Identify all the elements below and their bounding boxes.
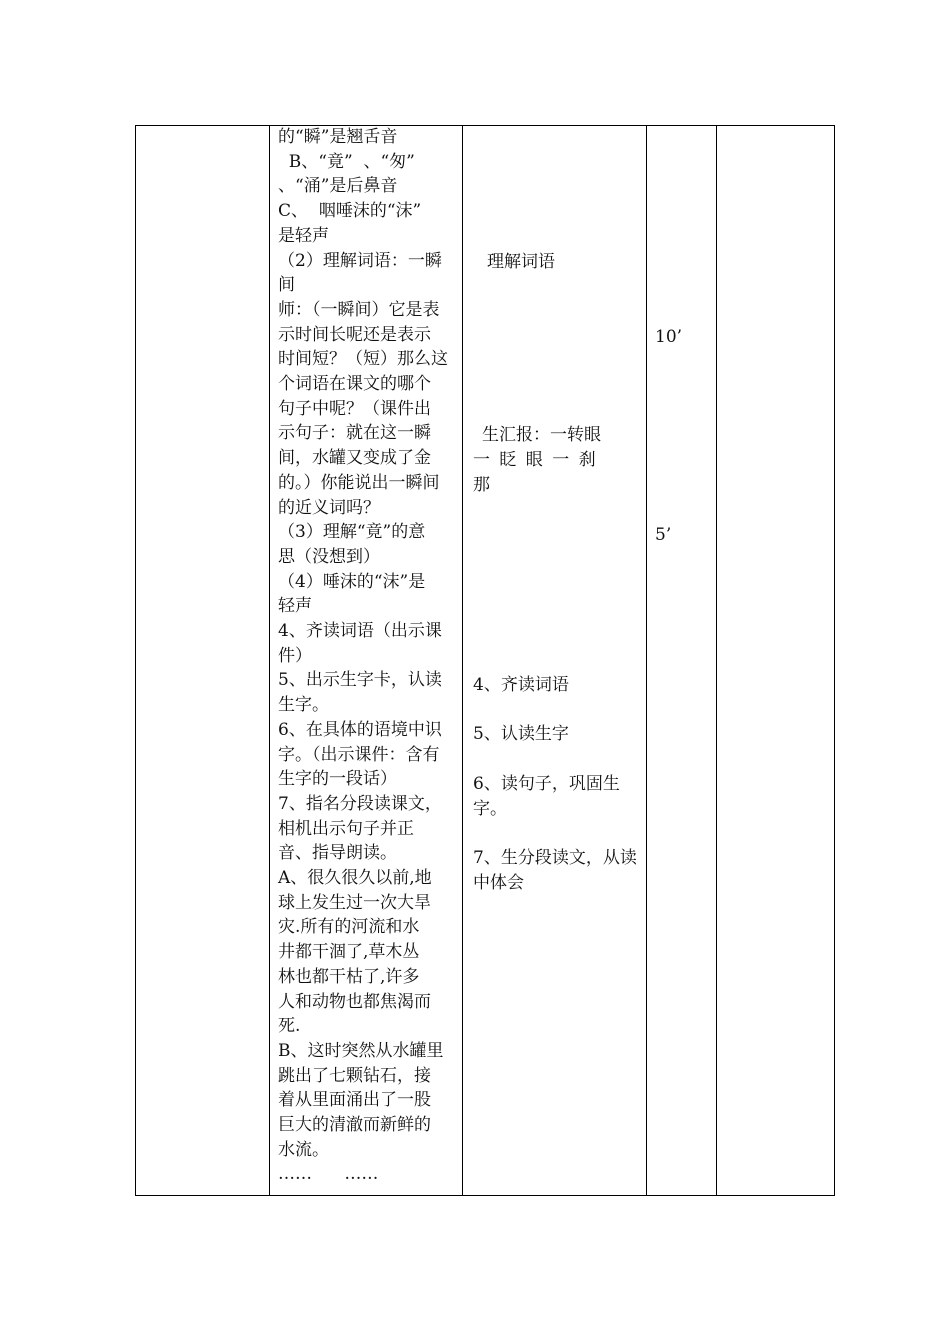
student-report-line1: 生汇报：一转眼 — [482, 425, 601, 445]
column-divider-4 — [716, 126, 717, 1195]
teacher-activity-line: 思（没想到） — [278, 546, 380, 567]
teacher-activity-line: …… …… — [278, 1164, 379, 1185]
teacher-activity-line: 间 — [278, 275, 295, 296]
lesson-plan-table — [135, 125, 835, 1196]
student-report-line2: 一 眨 眼 一 刹 — [473, 450, 596, 470]
teacher-activity-line: 死. — [278, 1016, 301, 1037]
teacher-activity-line: （3）理解“竟”的意 — [278, 522, 426, 543]
student-item-5: 5、认读生字 — [473, 724, 569, 744]
student-item-4: 4、齐读词语 — [473, 675, 569, 695]
teacher-activity-line: 巨大的清澈而新鲜的 — [278, 1115, 431, 1135]
student-item-6-line1: 6、读句子，巩固生 — [473, 774, 620, 794]
student-report-line3: 那 — [473, 475, 490, 495]
column-divider-1 — [269, 126, 270, 1195]
teacher-activity-line: 7、指名分段读课文， — [278, 793, 442, 814]
teacher-activity-line: 球上发生过一次大旱 — [278, 892, 431, 913]
teacher-activity-line: 件） — [278, 645, 312, 666]
student-item-6-line2: 字。 — [473, 799, 507, 819]
teacher-activity-line: 相机出示句子并正 — [278, 818, 414, 839]
time-allocation-1: 10’ — [655, 327, 683, 347]
teacher-activity-line: 6、在具体的语境中识 — [278, 719, 442, 740]
teacher-activity-line: 音、指导朗读。 — [278, 843, 397, 864]
teacher-activity-line: 跳出了七颗钻石，接 — [278, 1065, 431, 1086]
teacher-activity-line: 生字。 — [278, 695, 329, 716]
teacher-activity-line: 示句子：就在这一瞬 — [278, 423, 431, 444]
teacher-activity-line: 间，水罐又变成了金 — [278, 448, 431, 469]
student-item-7-line2: 中体会 — [473, 873, 524, 893]
teacher-activity-line: 、“涌”是后鼻音 — [278, 176, 398, 197]
teacher-activity-line: A、很久很久以前,地 — [278, 868, 432, 888]
teacher-activity-line: 4、齐读词语（出示课 — [278, 621, 442, 641]
teacher-activity-line: B、“竟” 、“匆” — [278, 151, 415, 172]
teacher-activity-line: （2）理解词语：一瞬 — [278, 250, 442, 271]
teacher-activity-line: 灾.所有的河流和水 — [278, 917, 420, 938]
teacher-activity-line: 轻声 — [278, 596, 312, 617]
teacher-activity-line: 水流。 — [278, 1139, 329, 1160]
column-divider-3 — [646, 126, 647, 1195]
student-item-7-line1: 7、生分段读文，从读 — [473, 848, 637, 868]
teacher-activity-line: 个词语在课文的哪个 — [278, 374, 431, 394]
teacher-activity-line: 的近义词吗？ — [278, 497, 380, 518]
teacher-activity-line: 示时间长呢还是表示 — [278, 324, 431, 345]
time-allocation-2: 5’ — [655, 525, 672, 545]
teacher-activity-line: 句子中呢？（课件出 — [278, 398, 431, 419]
teacher-activity-line: C、 咽唾沫的“沫” — [278, 201, 422, 222]
teacher-activity-line: 井都干涸了,草木丛 — [278, 942, 420, 963]
teacher-activity-line: 是轻声 — [278, 225, 329, 246]
teacher-activity-line: 林也都干枯了,许多 — [278, 966, 420, 987]
teacher-activity-line: 人和动物也都焦渴而 — [278, 991, 431, 1012]
student-understand-text: 理解词语 — [487, 252, 555, 272]
teacher-activity-line: 着从里面涌出了一股 — [278, 1090, 431, 1111]
teacher-activity-line: 时间短？（短）那么这 — [278, 349, 448, 370]
teacher-activity-line: 的。）你能说出一瞬间 — [278, 472, 440, 493]
teacher-activity-line: 生字的一段话） — [278, 769, 397, 790]
teacher-activity-line: 的“瞬”是翘舌音 — [278, 127, 398, 147]
teacher-activity-line: 5、出示生字卡，认读 — [278, 670, 442, 691]
teacher-activity-line: （4）唾沫的“沫”是 — [278, 571, 426, 592]
teacher-activity-line: B、这时突然从水罐里 — [278, 1040, 444, 1061]
teacher-activity-line: 字。（出示课件：含有 — [278, 744, 440, 765]
column-divider-2 — [462, 126, 463, 1195]
teacher-activity-line: 师：（一瞬间）它是表 — [278, 299, 440, 320]
